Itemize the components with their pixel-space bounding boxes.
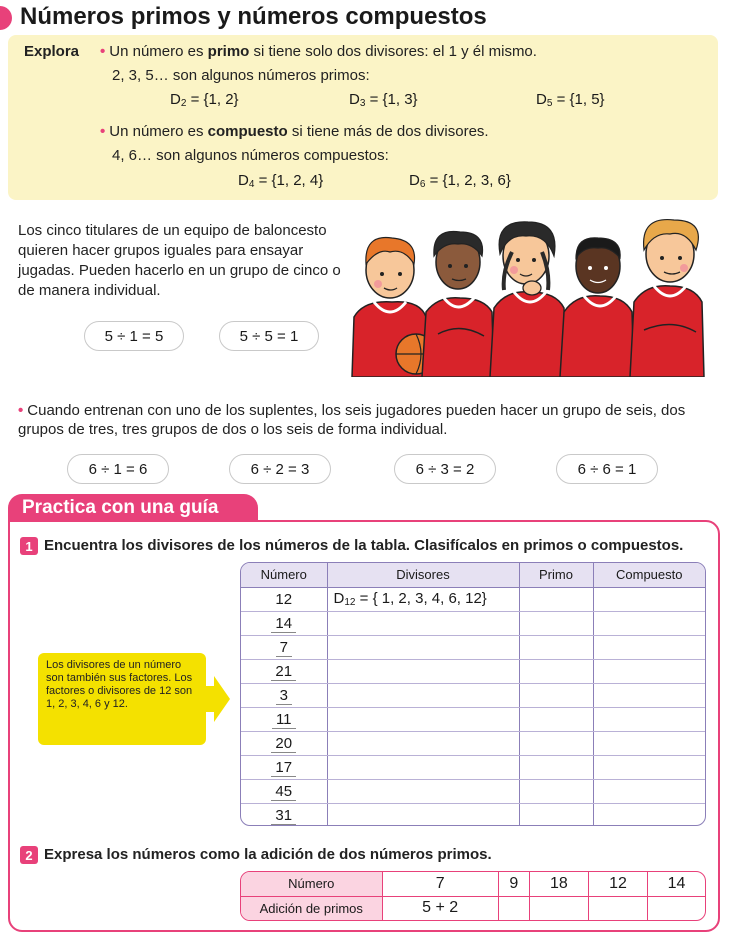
question-2-number: 2 — [20, 846, 38, 864]
table-row — [241, 731, 705, 755]
story-text: Los cinco titulares de un equipo de baloncesto quieren hacer grupos iguales para ensayar jugadas. Pueden hacerlo en un grupo de cinco o de manera individual. — [18, 222, 341, 299]
primo-cell[interactable] — [519, 803, 593, 826]
divisors-cell[interactable] — [327, 731, 519, 755]
set-d3: $D_3 = \{1$, 3} — [349, 91, 418, 109]
question-2-text: Expresa los números como la adición de dos números primos. — [44, 846, 492, 863]
number-cell: 9 — [498, 872, 529, 896]
divisors-cell[interactable] — [327, 635, 519, 659]
hint-arrow-icon — [200, 676, 230, 722]
explora-box — [8, 35, 718, 200]
compuesto-cell[interactable] — [593, 635, 705, 659]
basketball-players-illustration — [334, 212, 724, 377]
number-cell: 14 — [647, 872, 705, 896]
table-header-row — [241, 563, 705, 587]
primo-cell[interactable] — [519, 611, 593, 635]
divisors-cell[interactable] — [327, 611, 519, 635]
question-1-text: Encuentra los divisores de los números de la tabla. Clasifícalos en primos o compuestos. — [44, 537, 684, 554]
set-d6: $D_6 = \{1$, 2, 3, 6} — [409, 172, 511, 190]
number-cell: 11 — [241, 707, 327, 731]
compuesto-cell[interactable] — [593, 587, 705, 611]
compuesto-cell[interactable] — [593, 683, 705, 707]
divisors-cell: $D_{12}$ = { 1, 2, 3, 4, 6, 12} — [327, 587, 519, 611]
number-cell: 3 — [241, 683, 327, 707]
primo-definition: • Un número es primo si tiene solo dos divisores: el 1 y él mismo. — [100, 43, 537, 60]
compuesto-cell[interactable] — [593, 731, 705, 755]
divisors-cell[interactable] — [327, 803, 519, 826]
table-row — [241, 779, 705, 803]
compuesto-cell[interactable] — [593, 659, 705, 683]
header-compuesto: Compuesto — [593, 563, 705, 587]
table-row — [241, 683, 705, 707]
player-2 — [422, 232, 494, 378]
number-cell: 7 — [241, 635, 327, 659]
division-pill: 6 ÷ 3 = 2 — [394, 454, 496, 484]
compuesto-cell[interactable] — [593, 611, 705, 635]
number-cell: 7 — [382, 872, 498, 896]
table-row — [241, 707, 705, 731]
sum-cell[interactable] — [647, 896, 705, 920]
division-pill: 6 ÷ 1 = 6 — [67, 454, 169, 484]
number-cell: 31 — [241, 803, 327, 826]
row-label-numero: Número — [241, 872, 382, 896]
primo-cell[interactable] — [519, 587, 593, 611]
primo-cell[interactable] — [519, 779, 593, 803]
division-pill: 5 ÷ 5 = 1 — [219, 321, 319, 351]
set-d2: $D_2 = \{1$, 2} — [170, 91, 239, 109]
compuesto-cell[interactable] — [593, 755, 705, 779]
sum-cell[interactable] — [588, 896, 647, 920]
number-cell: 14 — [241, 611, 327, 635]
row-label-adicion: Adición de primos — [241, 896, 382, 920]
divisors-cell[interactable] — [327, 755, 519, 779]
primo-cell[interactable] — [519, 731, 593, 755]
player-4 — [560, 238, 634, 377]
primo-cell[interactable] — [519, 683, 593, 707]
primo-cell[interactable] — [519, 707, 593, 731]
divisors-cell[interactable] — [327, 659, 519, 683]
table-row — [241, 872, 705, 896]
table-row — [241, 803, 705, 826]
primo-cell[interactable] — [519, 635, 593, 659]
number-cell: 17 — [241, 755, 327, 779]
primo-cell[interactable] — [519, 755, 593, 779]
compuesto-cell[interactable] — [593, 803, 705, 826]
sum-of-primes-table — [240, 871, 706, 921]
title-marker — [0, 6, 12, 30]
number-cell: 12 — [588, 872, 647, 896]
bullet-icon: • — [100, 43, 106, 60]
set-d5: $D_5 = \{1$, 5} — [536, 91, 605, 109]
primo-examples: 2, 3, 5… son algunos números primos: — [112, 67, 370, 84]
compuesto-definition: • Un número es compuesto si tiene más de dos divisores. — [100, 123, 489, 140]
number-cell: 18 — [529, 872, 588, 896]
header-primo: Primo — [519, 563, 593, 587]
set-d4: $D_4 = \{1$, 2, 4} — [238, 172, 324, 190]
bullet-icon: • — [100, 123, 106, 140]
practica-tab: Practica con una guía — [8, 494, 258, 522]
divisors-cell[interactable] — [327, 779, 519, 803]
bullet-paragraph: • Cuando entrenan con uno de los suplentes, los seis jugadores pueden hacer un grupo de seis, dos grupos de tres, tres grupos de dos o los seis de forma individual. — [18, 402, 686, 438]
number-cell: 12 — [241, 587, 327, 611]
number-cell: 20 — [241, 731, 327, 755]
divisors-cell[interactable] — [327, 683, 519, 707]
table-row — [241, 659, 705, 683]
sum-cell: 5 + 2 — [382, 896, 498, 920]
divisors-table — [240, 562, 706, 826]
compuesto-examples: 4, 6… son algunos números compuestos: — [112, 147, 389, 164]
table-row — [241, 896, 705, 920]
bullet-icon: • — [18, 402, 24, 419]
primo-cell[interactable] — [519, 659, 593, 683]
division-pill: 6 ÷ 2 = 3 — [229, 454, 331, 484]
header-numero: Número — [241, 563, 327, 587]
player-3 — [490, 222, 566, 377]
sum-cell[interactable] — [498, 896, 529, 920]
sum-cell[interactable] — [529, 896, 588, 920]
division-pill: 6 ÷ 6 = 1 — [556, 454, 658, 484]
hint-box: Los divisores de un número son también sus factores. Los factores o divisores de 12 son 1, 2, 3, 4, 6 y 12. — [38, 653, 206, 745]
header-divisores: Divisores — [327, 563, 519, 587]
table-row — [241, 755, 705, 779]
player-5 — [630, 220, 704, 377]
number-cell: 45 — [241, 779, 327, 803]
table-row — [241, 587, 705, 611]
compuesto-cell[interactable] — [593, 707, 705, 731]
explora-label: Explora — [24, 43, 80, 60]
division-pill: 5 ÷ 1 = 5 — [84, 321, 184, 351]
number-cell: 21 — [241, 659, 327, 683]
divisors-cell[interactable] — [327, 707, 519, 731]
question-1-number: 1 — [20, 537, 38, 555]
table-row — [241, 611, 705, 635]
compuesto-cell[interactable] — [593, 779, 705, 803]
page-title: Números primos y números compuestos — [20, 3, 487, 30]
table-row — [241, 635, 705, 659]
